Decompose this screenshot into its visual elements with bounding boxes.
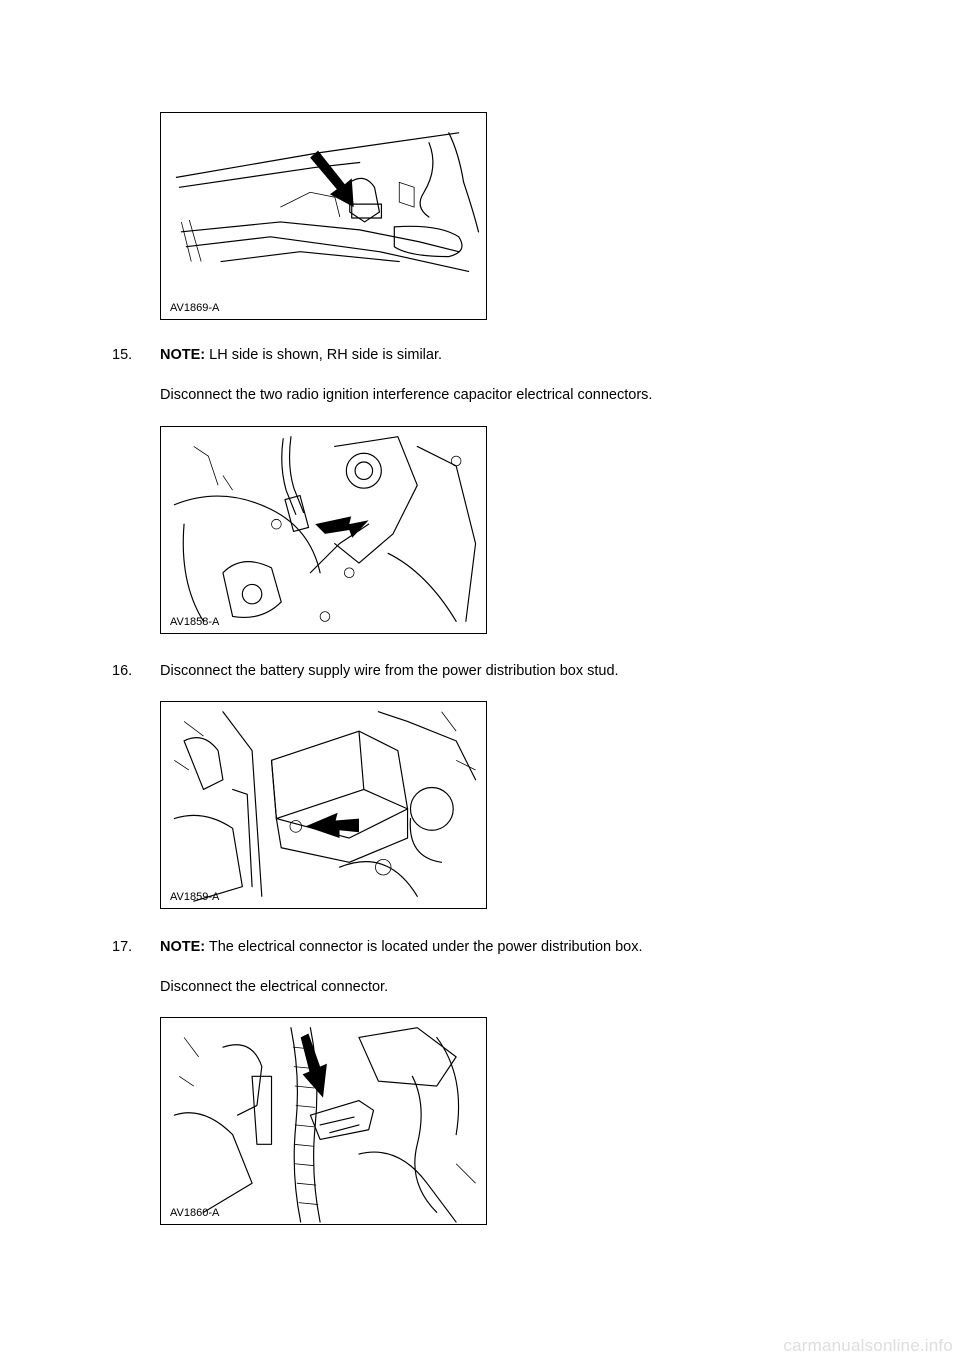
step-note bbox=[160, 347, 442, 363]
figure-id: AV1859-A bbox=[170, 891, 220, 903]
watermark: carmanualsonline.info bbox=[783, 1336, 953, 1355]
note-text: LH side is shown, RH side is similar. bbox=[205, 347, 443, 363]
step-note bbox=[160, 939, 643, 955]
figure-id: AV1858-A bbox=[170, 616, 220, 628]
arrow-callout-icon bbox=[315, 516, 368, 537]
figure-id: AV1860-A bbox=[170, 1207, 220, 1219]
figure-av1858 bbox=[160, 426, 487, 634]
figure-av1869 bbox=[160, 112, 487, 320]
step-instruction: Disconnect the electrical connector. bbox=[160, 979, 389, 995]
figure-illustration bbox=[161, 113, 486, 319]
note-label: NOTE: bbox=[160, 939, 206, 955]
figure-illustration bbox=[161, 427, 486, 633]
step-number: 17. bbox=[112, 939, 133, 955]
note-label: NOTE: bbox=[160, 347, 206, 363]
step-instruction: Disconnect the two radio ignition interference capacitor electrical connectors. bbox=[160, 387, 653, 403]
arrow-callout-icon bbox=[310, 151, 354, 207]
step-number: 15. bbox=[112, 347, 133, 363]
figure-illustration bbox=[161, 1018, 486, 1224]
figure-av1860 bbox=[160, 1017, 487, 1225]
figure-av1859 bbox=[160, 701, 487, 909]
step-number: 16. bbox=[112, 663, 133, 679]
figure-id: AV1869-A bbox=[170, 302, 220, 314]
note-text: The electrical connector is located under the power distribution box. bbox=[205, 939, 643, 955]
figure-illustration bbox=[161, 702, 486, 908]
arrow-callout-icon bbox=[306, 813, 359, 838]
step-instruction: Disconnect the battery supply wire from the power distribution box stud. bbox=[160, 663, 619, 679]
